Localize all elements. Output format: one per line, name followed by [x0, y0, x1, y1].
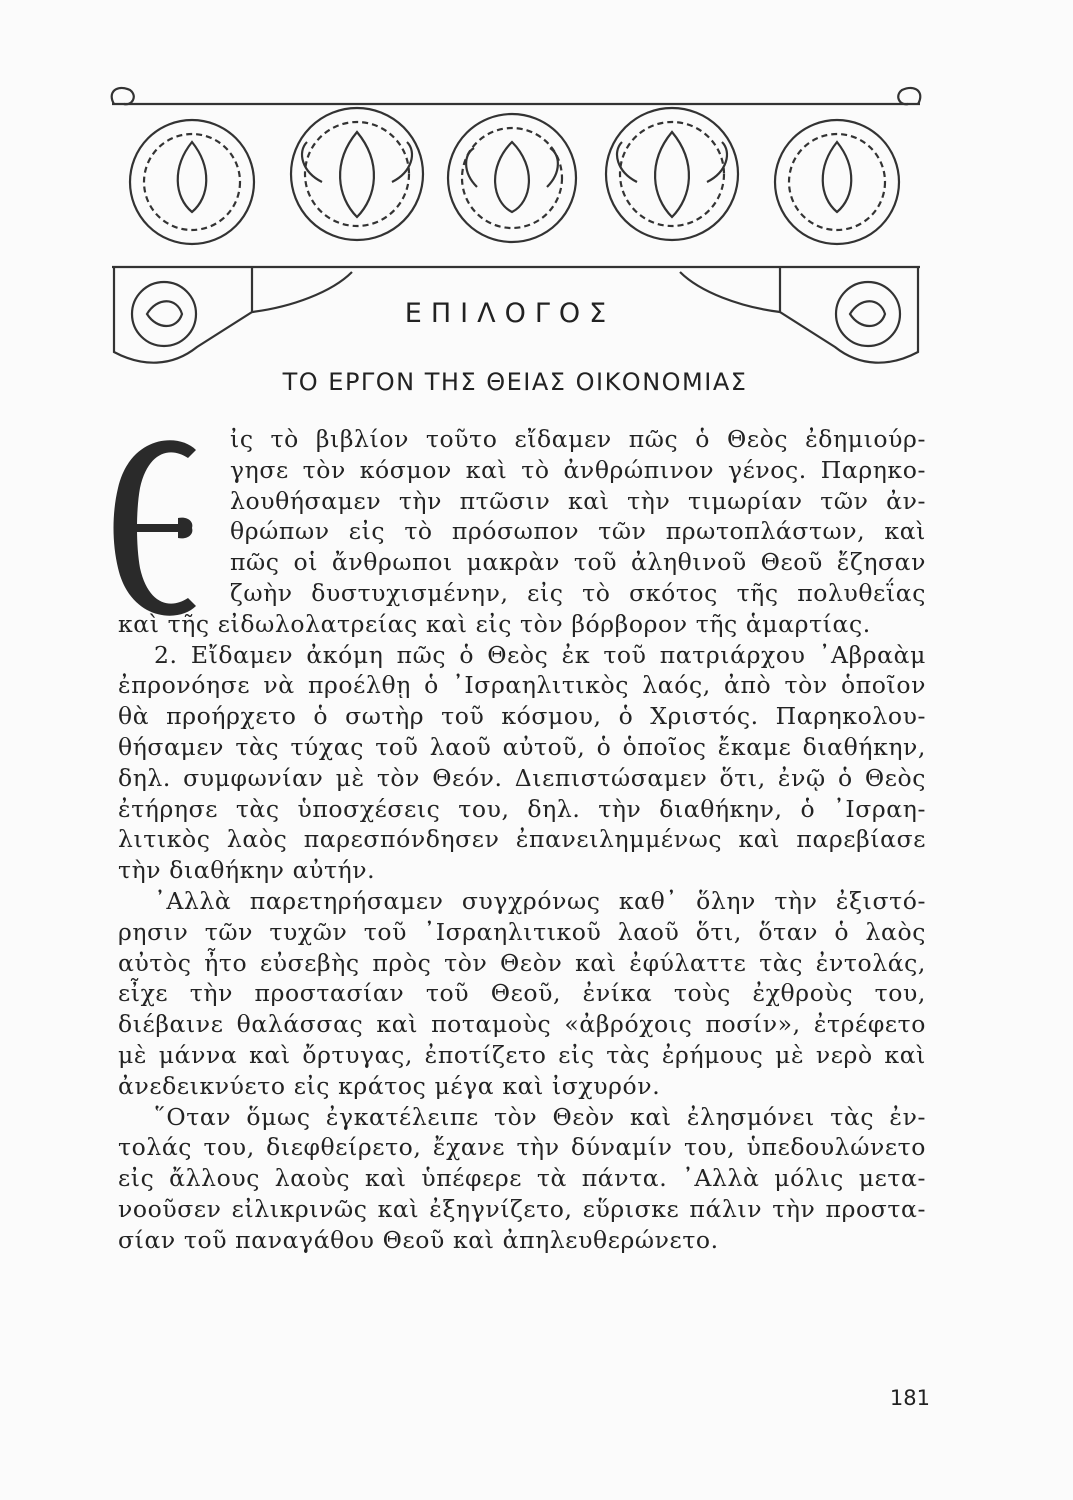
text-line: λιτικὸς λαὸς παρεσπόνδησεν ἐπανειλημμένως καὶ παρεβίασε	[118, 825, 926, 854]
text-line: μὲ μάννα καὶ ὄρτυγας, ἐποτίζετο εἰς τὰς ἐρήμους μὲ νερὸ καὶ	[118, 1040, 926, 1069]
ornamental-header-band	[102, 82, 930, 382]
text-line: 2. Εἴδαμεν ἀκόμη πῶς ὁ Θεὸς ἐκ τοῦ πατριάρχου ᾿Αβραὰμ	[154, 640, 926, 669]
text-line: δηλ. συμφωνίαν μὲ τὸν Θεόν. Διεπιστώσαμεν ὅτι, ἐνῷ ὁ Θεὸς	[118, 763, 926, 792]
chapter-subtitle: ΤΟ ΕΡΓΟΝ ΤΗΣ ΘΕΙΑΣ ΟΙΚΟΝΟΜΙΑΣ	[282, 368, 748, 396]
drop-capital-letter: Ε	[154, 540, 162, 551]
text-line: διέβαινε θαλάσσας καὶ ποταμοὺς «ἀβρόχοις ποσίν», ἐτρέφετο	[118, 1010, 926, 1039]
text-line: καὶ τῆς εἰδωλολατρείας καὶ εἰς τὸν βόρβορον τῆς ἁμαρτίας.	[118, 609, 871, 638]
text-line: θήσαμεν τὰς τύχας τοῦ λαοῦ αὐτοῦ, ὁ ὁποῖος ἔκαμε διαθήκην,	[118, 732, 926, 761]
text-line: τὴν διαθήκην αὐτήν.	[118, 856, 376, 885]
text-line: εἰς ἄλλους λαοὺς καὶ ὑπέφερε τὰ πάντα. ᾿Αλλὰ μόλις μετα-	[118, 1164, 926, 1193]
text-line: ἐτήρησε τὰς ὑποσχέσεις του, δηλ. τὴν διαθήκην, ὁ ᾿Ισραη-	[118, 794, 926, 823]
text-line: ῞Οταν ὅμως ἐγκατέλειπε τὸν Θεὸν καὶ ἐλησμόνει τὰς ἐν-	[154, 1102, 926, 1131]
text-line: θρώπων εἰς τὸ πρόσωπον τῶν πρωτοπλάστων, καὶ	[230, 517, 926, 546]
text-line: ρησιν τῶν τυχῶν τοῦ ᾿Ισραηλιτικοῦ λαοῦ ὅτι, ὅταν ὁ λαὸς	[118, 917, 926, 946]
text-line: σίαν τοῦ παναγάθου Θεοῦ καὶ ἀπηλευθερώνετο.	[118, 1225, 719, 1254]
text-line: ἐπρονόησε νὰ προέλθῃ ὁ ᾿Ισραηλιτικὸς λαός, ἀπὸ τὸν ὁποῖον	[118, 671, 926, 700]
text-line: πῶς οἱ ἄνθρωποι μακρὰν τοῦ ἀληθινοῦ Θεοῦ ἔζησαν	[230, 548, 926, 577]
text-line: θὰ προήρχετο ὁ σωτὴρ τοῦ κόσμου, ὁ Χριστός. Παρηκολου-	[118, 702, 926, 731]
text-line: νοοῦσεν εἰλικρινῶς καὶ ἐξηγνίζετο, εὕρισκε πάλιν τὴν προστα-	[118, 1194, 926, 1223]
text-line: εἶχε τὴν προστασίαν τοῦ Θεοῦ, ἐνίκα τοὺς ἐχθροὺς του,	[118, 979, 926, 1008]
paragraph-1	[118, 424, 926, 1256]
text-line: ᾿Αλλὰ παρετηρήσαμεν συγχρόνως καθ᾿ ὅλην τὴν ἐξιστό-	[154, 886, 926, 915]
text-line: λουθήσαμεν τὴν πτῶσιν καὶ τὴν τιμωρίαν τῶν ἀν-	[230, 486, 926, 515]
text-line: αὐτὸς ἦτο εὐσεβὴς πρὸς τὸν Θεὸν καὶ ἐφύλαττε τὰς ἐντολάς,	[118, 948, 926, 977]
text-line: τολάς του, διεφθείρετο, ἔχανε τὴν δύναμίν του, ὑπεδουλώνετο	[118, 1133, 926, 1162]
text-line: ζωὴν δυστυχισμένην, εἰς τὸ σκότος τῆς πολυθεΐας	[230, 578, 926, 607]
text-line: γησε τὸν κόσμον καὶ τὸ ἀνθρώπινον γένος. Παρηκο-	[230, 455, 926, 484]
chapter-title: ΕΠΙΛΟΓΟΣ	[404, 298, 616, 329]
text-line: ἰς τὸ βιβλίον τοῦτο εἴδαμεν πῶς ὁ Θεὸς ἐδημιούρ-	[230, 425, 926, 453]
page-number: 181	[889, 1386, 930, 1410]
text-line: ἀνεδεικνύετο εἰς κράτος μέγα καὶ ἰσχυρόν.	[118, 1071, 661, 1100]
